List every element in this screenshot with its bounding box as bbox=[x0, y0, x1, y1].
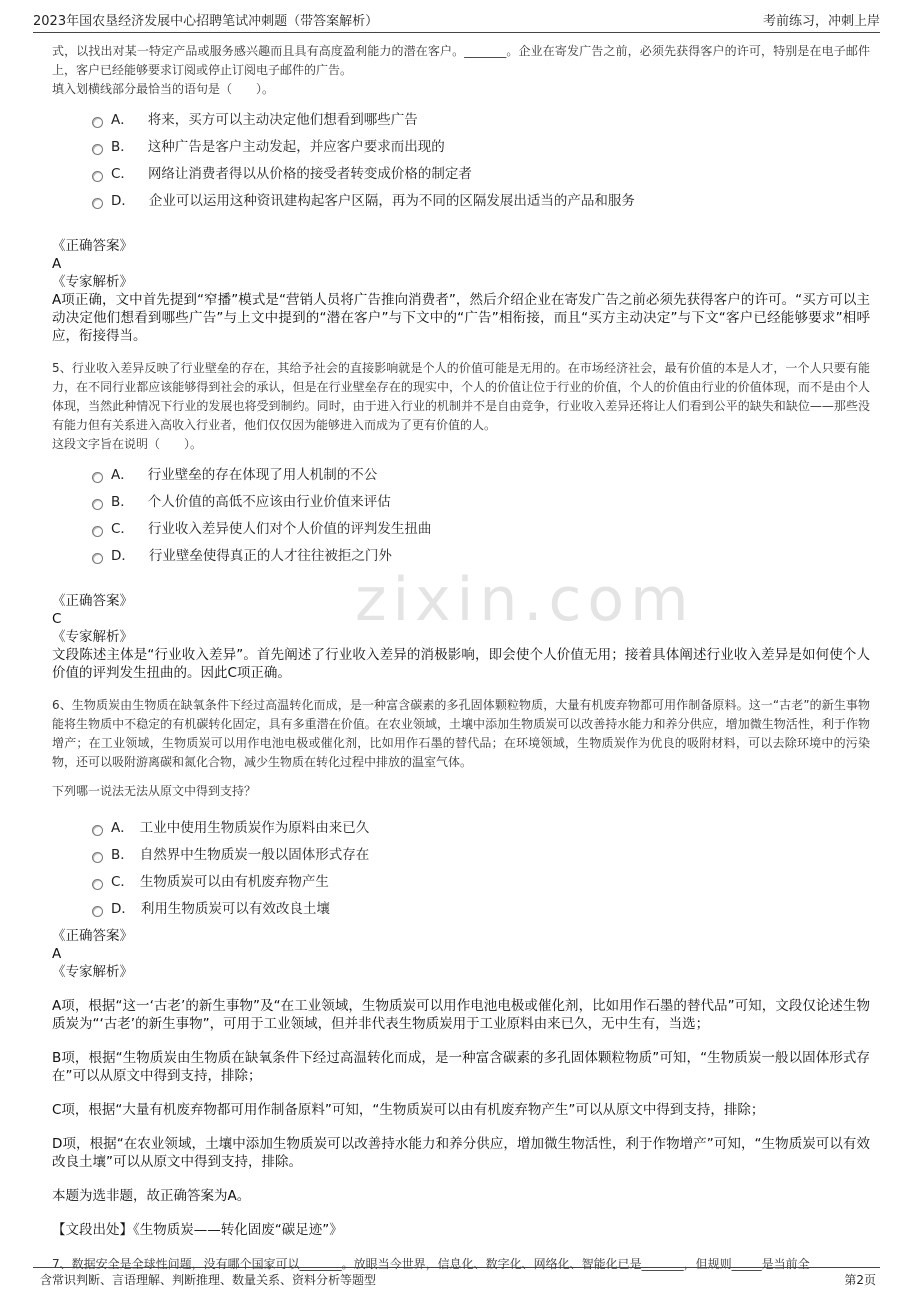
footer-rule bbox=[33, 1267, 880, 1268]
radio-icon[interactable] bbox=[92, 852, 103, 863]
question-4-prompt: 填入划横线部分最恰当的语句是（ ）。 bbox=[52, 82, 275, 96]
analysis-label: 《专家解析》 bbox=[52, 274, 133, 290]
option-c[interactable]: C． 生物质炭可以由有机废弃物产生 bbox=[92, 869, 870, 896]
radio-icon[interactable] bbox=[92, 144, 103, 155]
option-b[interactable]: B． 个人价值的高低不应该由行业价值来评估 bbox=[92, 489, 870, 516]
page-footer bbox=[0, 1262, 920, 1302]
option-a[interactable]: A． 工业中使用生物质炭作为原料由来已久 bbox=[92, 815, 870, 842]
question-6-options bbox=[92, 815, 870, 923]
question-4-stem: 式，以找出对某一特定产品或服务感兴趣而且具有高度盈利能力的潜在客户。_______。企业在寄发广告之前，必须先获得客户的许可，特别是在电子邮件上，客户已经能够要求订阅或停止订阅电子邮件的广告。 bbox=[52, 44, 870, 77]
page-header bbox=[0, 0, 920, 30]
question-7-stem: 7、数据安全是全球性问题，没有哪个国家可以_______。放眼当今世界，信息化、数字化、网络化、智能化已是_______，但规则_____是当前全 bbox=[52, 1257, 810, 1271]
question-5-options bbox=[92, 462, 870, 570]
option-b[interactable]: B． 自然界中生物质炭一般以固体形式存在 bbox=[92, 842, 870, 869]
option-a[interactable]: A． 将来，买方可以主动决定他们想看到哪些广告 bbox=[92, 107, 870, 134]
answer-label: 《正确答案》 bbox=[52, 593, 133, 609]
analysis-paragraph: D项，根据“在农业领域，土壤中添加生物质炭可以改善持水能力和养分供应，增加微生物活性，利于作物增产”可知，“生物质炭可以有效改良土壤”可以从原文中得到支持，排除。 bbox=[52, 1136, 870, 1170]
radio-icon[interactable] bbox=[92, 198, 103, 209]
analysis-paragraph: A项，根据“这一‘古老’的新生事物”及“在工业领域，生物质炭可以用作电池电极或催化剂，比如用作石墨的替代品”可知，文段仅论述生物质炭为“‘古老’的新生事物”，可用于工业领域，但并非代表生物质炭用于工业原料由来已久，无中生有，当选； bbox=[52, 998, 870, 1032]
question-5-prompt: 这段文字旨在说明（ ）。 bbox=[52, 437, 203, 451]
header-rule bbox=[33, 32, 880, 33]
option-c[interactable]: C． 网络让消费者得以从价格的接受者转变成价格的制定者 bbox=[92, 161, 870, 188]
header-slogan: 考前练习，冲刺上岸 bbox=[762, 14, 880, 29]
question-4 bbox=[52, 42, 870, 345]
radio-icon[interactable] bbox=[92, 906, 103, 917]
option-a[interactable]: A． 行业壁垒的存在体现了用人机制的不公 bbox=[92, 462, 870, 489]
radio-icon[interactable] bbox=[92, 825, 103, 836]
page-number: 第2页 bbox=[844, 1273, 876, 1287]
question-4-options bbox=[92, 107, 870, 215]
question-4-answer bbox=[52, 237, 870, 345]
answer-label: 《正确答案》 bbox=[52, 238, 133, 254]
answer-value: C bbox=[52, 611, 62, 627]
option-d[interactable]: D． 行业壁垒使得真正的人才往往被拒之门外 bbox=[92, 543, 870, 570]
analysis-label: 《专家解析》 bbox=[52, 964, 133, 980]
analysis-text: A项正确，文中首先提到“窄播”模式是“营销人员将广告推向消费者”，然后介绍企业在寄发广告之前必须先获得客户的许可。“买方可以主动决定他们想看到哪些广告”与上文中提到的“潜在客户”与下文中的“广告”相衔接，而且“买方主动决定”与下文“客户已经能够要求”相呼应，衔接得当。 bbox=[52, 292, 870, 344]
source-citation: 【文段出处】《生物质炭——转化固废“碳足迹”》 bbox=[52, 1222, 343, 1238]
answer-value: A bbox=[52, 946, 62, 962]
watermark: zixin.com bbox=[355, 565, 695, 635]
option-c[interactable]: C． 行业收入差异使人们对个人价值的评判发生扭曲 bbox=[92, 516, 870, 543]
analysis-conclusion: 本题为选非题，故正确答案为A。 bbox=[52, 1188, 251, 1204]
radio-icon[interactable] bbox=[92, 499, 103, 510]
radio-icon[interactable] bbox=[92, 117, 103, 128]
question-6-prompt: 下列哪一说法无法从原文中得到支持？ bbox=[52, 784, 257, 798]
analysis-paragraph: B项，根据“生物质炭由生物质在缺氧条件下经过高温转化而成，是一种富含碳素的多孔固体颗粒物质”可知，“生物质炭一般以固体形式存在”可以从原文中得到支持，排除； bbox=[52, 1050, 870, 1084]
analysis-text: 文段陈述主体是“行业收入差异”。首先阐述了行业收入差异的消极影响，即会使个人价值无用；接着具体阐述行业收入差异是如何使个人价值的评判发生扭曲的。因此C项正确。 bbox=[52, 647, 870, 681]
radio-icon[interactable] bbox=[92, 879, 103, 890]
analysis-label: 《专家解析》 bbox=[52, 629, 133, 645]
option-b[interactable]: B． 这种广告是客户主动发起，并应客户要求而出现的 bbox=[92, 134, 870, 161]
radio-icon[interactable] bbox=[92, 553, 103, 564]
question-6-answer bbox=[52, 927, 870, 1239]
option-d[interactable]: D． 企业可以运用这种资讯建构起客户区隔，再为不同的区隔发展出适当的产品和服务 bbox=[92, 188, 870, 215]
page-content bbox=[52, 42, 870, 1274]
answer-label: 《正确答案》 bbox=[52, 928, 133, 944]
radio-icon[interactable] bbox=[92, 472, 103, 483]
answer-value: A bbox=[52, 256, 62, 272]
question-6 bbox=[52, 696, 870, 1239]
question-5-answer bbox=[52, 592, 870, 682]
question-5 bbox=[52, 359, 870, 682]
analysis-paragraph: C项，根据“大量有机废弃物都可用作制备原料”可知，“生物质炭可以由有机废弃物产生”可以从原文中得到支持，排除； bbox=[52, 1102, 765, 1118]
question-5-stem: 5、行业收入差异反映了行业壁垒的存在，其给予社会的直接影响就是个人的价值可能是无用的。在市场经济社会，最有价值的本是人才，一个人只要有能力，在不同行业都应该能够得到社会的承认，但是在行业壁垒存在的现实中，个人的价值让位于行业的价值，个人的价值由行业的价值体现，而不是由个人体现，当然此种情况下行业的发展也将受到制约。同时，由于进入行业的机制并不是自由竞争，行业收入差异还将让人们看到公平的缺失和缺位——那些没有能力但有关系进入高收入行业者，他们仅仅因为能够进入而成为了更有价值的人。 bbox=[52, 361, 870, 432]
document-title: 2023年国农垦经济发展中心招聘笔试冲刺题（带答案解析） bbox=[33, 14, 379, 29]
option-d[interactable]: D． 利用生物质炭可以有效改良土壤 bbox=[92, 896, 870, 923]
radio-icon[interactable] bbox=[92, 526, 103, 537]
radio-icon[interactable] bbox=[92, 171, 103, 182]
footer-note: 含常识判断、言语理解、判断推理、数量关系、资料分析等题型 bbox=[40, 1273, 377, 1287]
question-6-stem: 6、生物质炭由生物质在缺氧条件下经过高温转化而成，是一种富含碳素的多孔固体颗粒物质，大量有机废弃物都可用作制备原料。这一“古老”的新生事物能将生物质中不稳定的有机碳转化固定，具有多重潜在价值。在农业领域，土壤中添加生物质炭可以改善持水能力和养分供应，增加微生物活性，利于作物增产；在工业领域，生物质炭可以用作电池电极或催化剂，比如用作石墨的替代品；在环境领域，生物质炭作为优良的吸附材料，可以去除环境中的污染物，还可以吸附游离碳和氮化合物，减少生物质在转化过程中排放的温室气体。 bbox=[52, 698, 870, 769]
